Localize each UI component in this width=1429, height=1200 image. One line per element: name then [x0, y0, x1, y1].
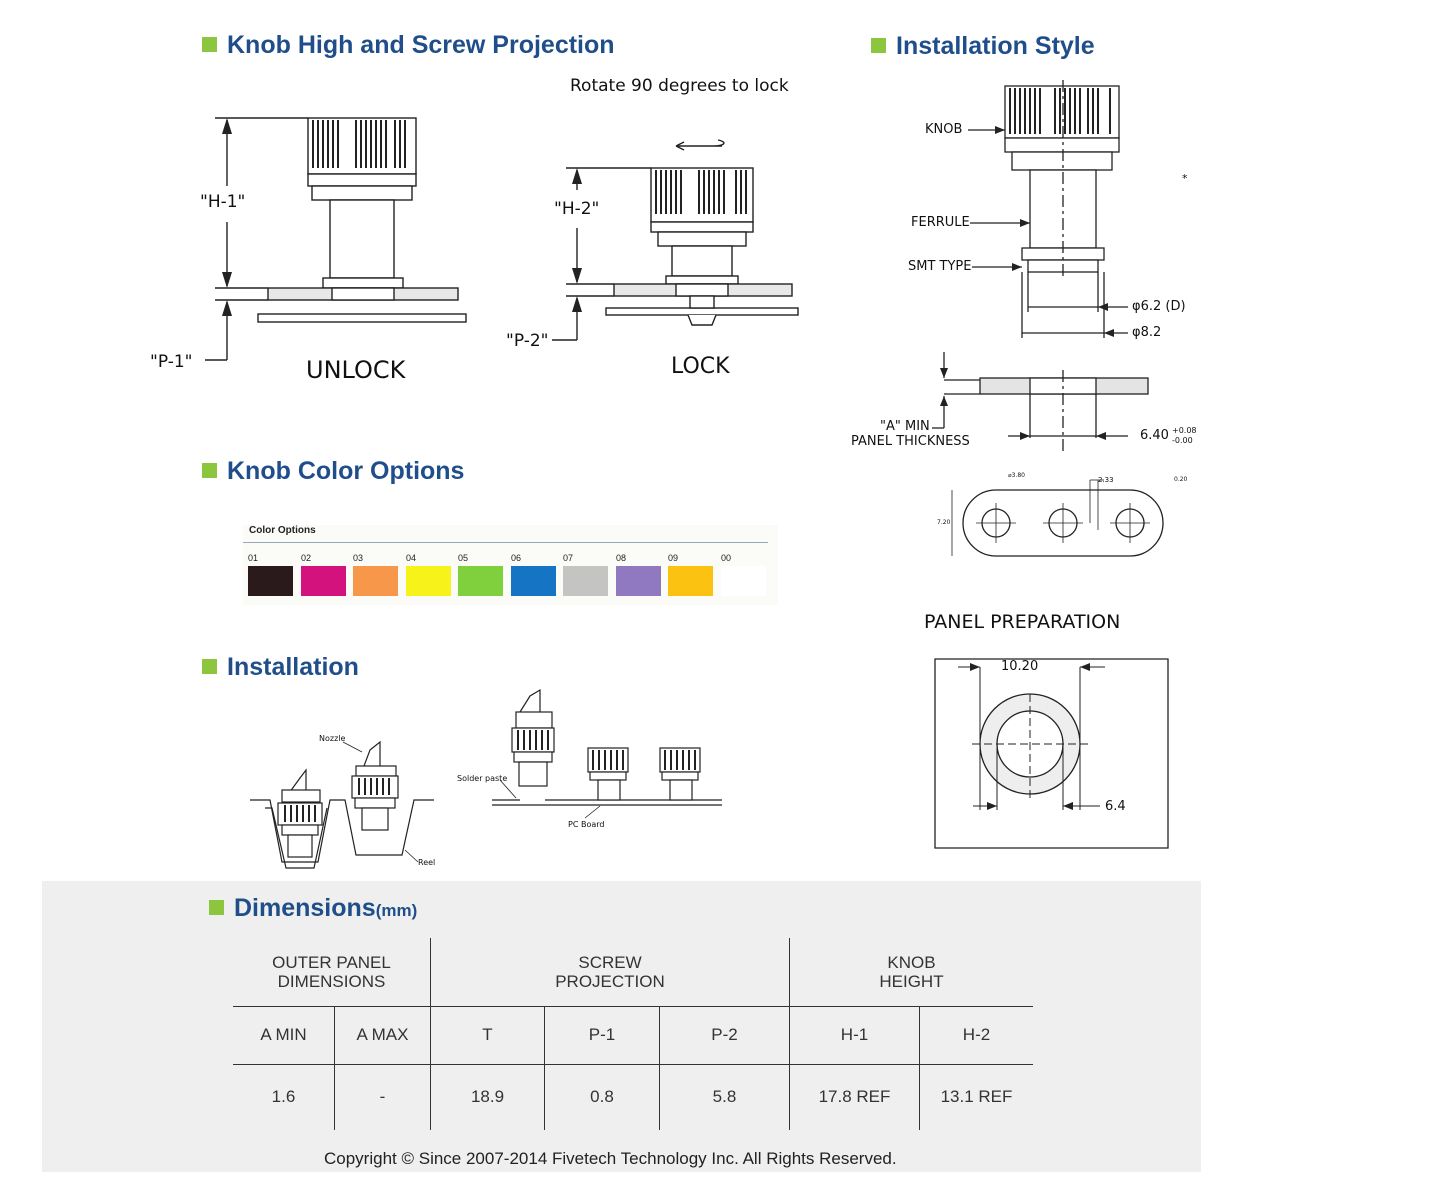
- swatch-number: 03: [353, 553, 364, 563]
- dimensions-table: [233, 938, 1033, 1130]
- swatch-number: 06: [511, 553, 522, 563]
- pp-64-label: 6.4: [1105, 799, 1126, 814]
- section-title-installation: Installation: [202, 653, 359, 682]
- group-outer-panel: OUTER PANEL DIMENSIONS: [233, 938, 431, 1006]
- bullet-icon: [209, 900, 224, 915]
- header-cell: P-2: [660, 1006, 790, 1064]
- value-cell: 1.6: [233, 1064, 335, 1130]
- section-title-color-options: Knob Color Options: [202, 457, 464, 486]
- swatch-number: 01: [248, 553, 259, 563]
- fp-380-label: ⌀3.80: [1008, 472, 1025, 479]
- section-title-dimensions: Dimensions(mm): [209, 894, 417, 923]
- hole-tol-minus: -0.00: [1172, 436, 1193, 445]
- value-cell: 5.8: [660, 1064, 790, 1130]
- h2-label: "H-2": [554, 199, 600, 219]
- group-screw-projection: SCREW PROJECTION: [431, 938, 790, 1006]
- color-options-title: Color Options: [249, 525, 316, 536]
- header-cell: A MAX: [335, 1006, 431, 1064]
- value-cell: 13.1 REF: [940, 1087, 1013, 1107]
- hole-dim-label: 6.40: [1140, 428, 1169, 443]
- swatch-number: 09: [668, 553, 679, 563]
- p2-label: "P-2": [506, 331, 549, 351]
- header-cell: A MIN: [233, 1006, 335, 1064]
- rotate-note: Rotate 90 degrees to lock: [570, 76, 789, 96]
- copyright-text: Copyright © Since 2007-2014 Fivetech Technology Inc. All Rights Reserved.: [324, 1149, 897, 1168]
- swatch-number: 02: [301, 553, 312, 563]
- pp-1020-label: 10.20: [1001, 659, 1039, 674]
- header-cell: T: [431, 1006, 545, 1064]
- panel-preparation-label: PANEL PREPARATION: [924, 611, 1121, 633]
- table-group-row: [233, 938, 1033, 1006]
- value-cell: 17.8 REF: [790, 1064, 920, 1130]
- a-min-label: "A" MIN: [880, 419, 930, 434]
- nozzle-label: Nozzle: [319, 734, 346, 743]
- fp-233-label: 2.33: [1098, 476, 1114, 484]
- pc-board-label: PC Board: [568, 820, 605, 829]
- group-knob-height: KNOB HEIGHT: [790, 938, 1034, 1006]
- header-cell: H-2: [920, 1006, 1034, 1064]
- value-cell: 0.8: [545, 1064, 660, 1130]
- d62-label: φ6.2 (D): [1132, 299, 1186, 314]
- section-title-knob-projection: Knob High and Screw Projection: [202, 31, 615, 60]
- value-cell: -: [335, 1064, 431, 1130]
- reel-label: Reel: [418, 858, 436, 867]
- header-cell: H-1: [790, 1006, 920, 1064]
- smt-type-label: SMT TYPE: [908, 259, 972, 274]
- unlock-label: UNLOCK: [306, 356, 406, 384]
- swatch-number: 00: [721, 553, 732, 563]
- fp-020-label: 0.20: [1174, 476, 1188, 483]
- swatch-number: 04: [406, 553, 417, 563]
- table-row: [233, 1064, 1033, 1130]
- section-title-installation-style: Installation Style: [871, 32, 1095, 61]
- fp-720-label: 7.20: [937, 519, 951, 526]
- header-cell: P-1: [545, 1006, 660, 1064]
- p1-label: "P-1": [150, 352, 193, 372]
- solder-paste-label: Solder paste: [457, 774, 508, 783]
- lock-label: LOCK: [671, 354, 730, 379]
- hole-tol-plus: +0.08: [1172, 426, 1197, 435]
- swatch-number: 08: [616, 553, 627, 563]
- h1-label: "H-1": [200, 192, 246, 212]
- d82-label: φ8.2: [1132, 325, 1162, 340]
- swatch-number: 07: [563, 553, 574, 563]
- panel-thickness-label: PANEL THICKNESS: [851, 434, 970, 449]
- knob-label: KNOB: [925, 122, 963, 137]
- ferrule-label: FERRULE: [911, 215, 970, 230]
- table-header-row: [233, 1006, 1033, 1064]
- value-cell: 18.9: [431, 1064, 545, 1130]
- asterisk-mark: *: [1182, 172, 1188, 185]
- swatch-number: 05: [458, 553, 469, 563]
